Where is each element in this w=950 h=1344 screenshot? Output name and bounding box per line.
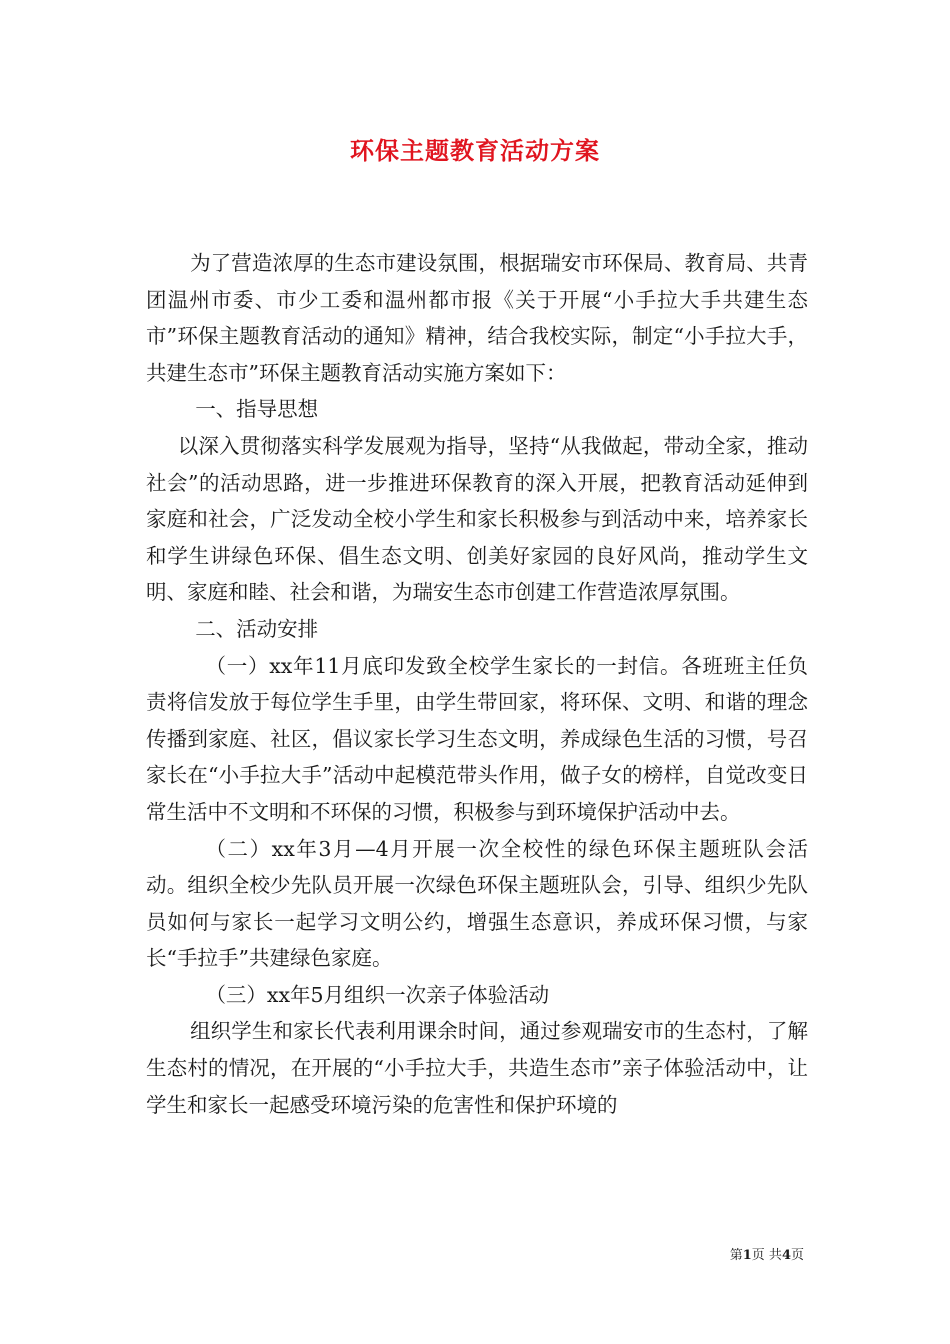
page-number-footer: [730, 1247, 804, 1265]
section-heading-activity-arrangement: 二、活动安排: [195, 616, 319, 641]
activity-item-1: （一）xx年11月底印发致全校学生家长的一封信。各班班主任负责将信发放于每位学生手里，由学生带回家，将环保、文明、和谐的理念传播到家庭、社区，倡议家长学习生态文明，养成绿色生活的习惯，号召家长在“小手拉大手”活动中起模范带头作用，做子女的榜样，自觉改变日常生活中不文明和不环保的习惯，积极参与到环境保护活动中去。: [146, 653, 808, 824]
activity-item-3-heading: （三）xx年5月组织一次亲子体验活动: [205, 982, 550, 1007]
activity-item-2: （二）xx年3月—4月开展一次全校性的绿色环保主题班队会活动。组织全校少先队员开展一次绿色环保主题班队会，引导、组织少先队员如何与家长一起学习文明公约，增强生态意识，养成环保习惯，与家长“手拉手”共建绿色家庭。: [146, 836, 808, 971]
footer-middle: 页 共: [751, 1248, 782, 1263]
intro-paragraph: 为了营造浓厚的生态市建设氛围，根据瑞安市环保局、教育局、共青团温州市委、市少工委和温州都市报《关于开展“小手拉大手共建生态市”环保主题教育活动的通知》精神，结合我校实际，制定“小手拉大手，共建生态市”环保主题教育活动实施方案如下：: [146, 251, 808, 385]
section-heading-guiding-thought: 一、指导思想: [195, 397, 319, 422]
footer-prefix: 第: [729, 1248, 743, 1263]
document-title: 环保主题教育活动方案: [350, 136, 600, 165]
guiding-thought-paragraph: 以深入贯彻落实科学发展观为指导，坚持“从我做起，带动全家，推动社会”的活动思路，进一步推进环保教育的深入开展，把教育活动延伸到家庭和社会，广泛发动全校小学生和家长积极参与到活动中来，培养家长和学生讲绿色环保、倡生态文明、创美好家园的良好风尚，推动学生文明、家庭和睦、社会和谐，为瑞安生态市创建工作营造浓厚氛围。: [146, 433, 808, 605]
footer-total-pages: 4: [781, 1248, 791, 1263]
footer-current-page: 1: [742, 1248, 752, 1263]
activity-item-3-paragraph: 组织学生和家长代表利用课余时间，通过参观瑞安市的生态村，了解生态村的情况，在开展的“小手拉大手，共造生态市”亲子体验活动中，让学生和家长一起感受环境污染的危害性和保护环境的: [146, 1019, 808, 1117]
footer-suffix: 页: [790, 1248, 804, 1263]
document-body: [146, 245, 808, 1123]
